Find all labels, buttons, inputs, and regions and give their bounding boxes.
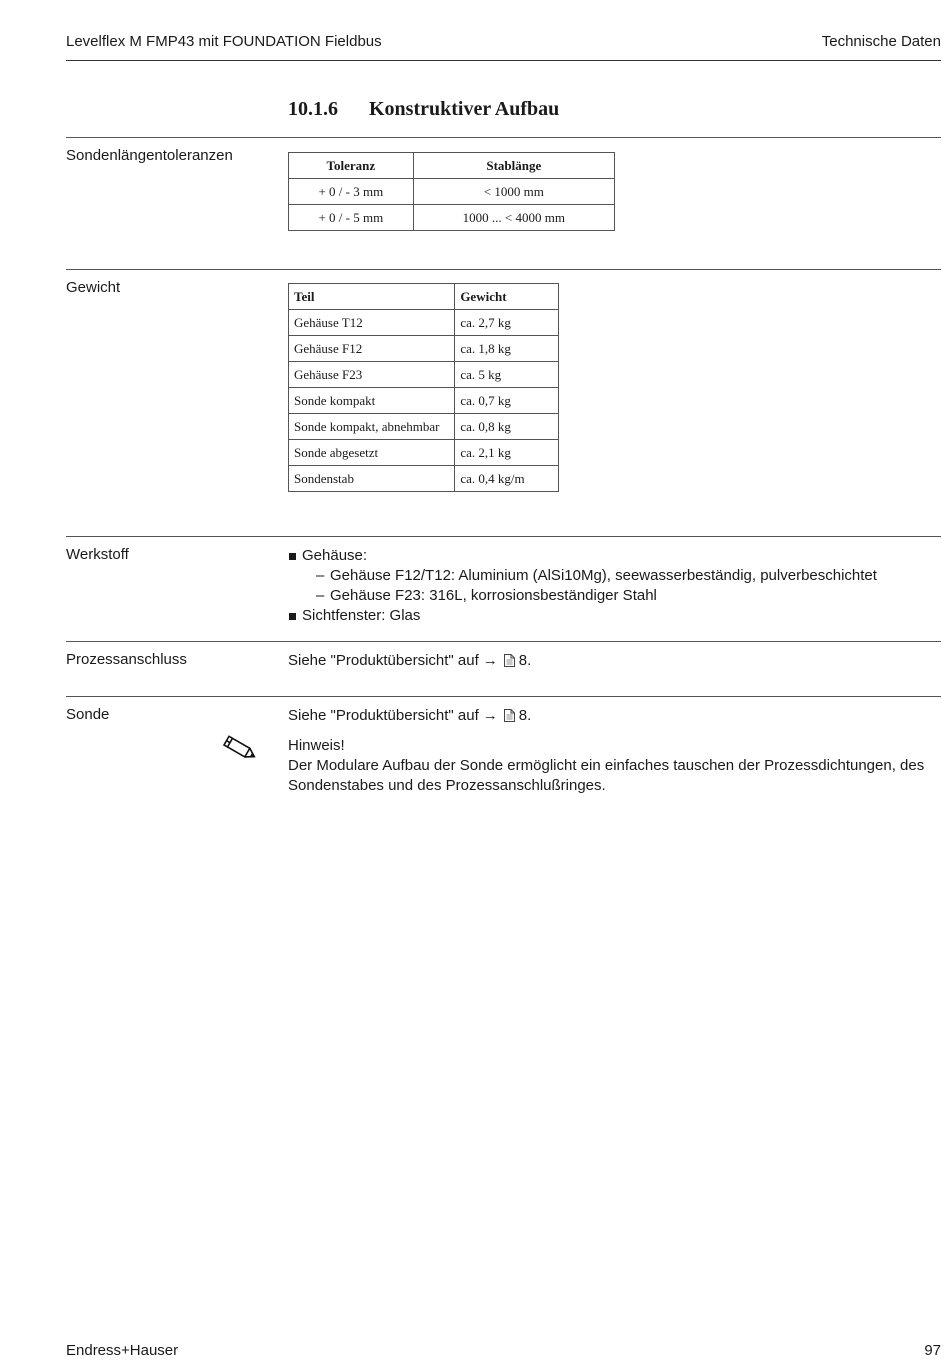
sub-list xyxy=(302,566,877,606)
table-row xyxy=(289,362,559,388)
table-cell: ca. 0,8 kg xyxy=(455,414,559,440)
header-section-name: Technische Daten xyxy=(821,33,941,50)
arrow-right-icon: → xyxy=(482,707,498,724)
table-cell: ca. 2,7 kg xyxy=(455,310,559,336)
list-item-text: Sichtfenster: Glas xyxy=(302,607,421,624)
page-reference-icon xyxy=(504,653,515,673)
list-item xyxy=(288,606,877,626)
section-title: Konstruktiver Aufbau xyxy=(369,98,560,120)
table-row xyxy=(289,440,559,466)
table-cell: ca. 2,1 kg xyxy=(455,440,559,466)
table-cell: ca. 5 kg xyxy=(455,362,559,388)
row-label-sonde: Sonde xyxy=(66,706,110,723)
row-divider xyxy=(66,641,941,642)
table-row xyxy=(289,205,615,231)
list-item xyxy=(288,546,877,606)
table-row xyxy=(289,466,559,492)
table-cell: ca. 0,4 kg/m xyxy=(455,466,559,492)
table-cell: ca. 1,8 kg xyxy=(455,336,559,362)
table-cell: + 0 / - 3 mm xyxy=(289,179,414,205)
table-cell: < 1000 mm xyxy=(413,179,614,205)
list-item-text: Gehäuse: xyxy=(302,547,368,564)
table-row xyxy=(289,310,559,336)
table-row xyxy=(289,336,559,362)
toleranz-table xyxy=(288,152,615,231)
table-header-row xyxy=(289,284,559,310)
table-header-cell: Gewicht xyxy=(455,284,559,310)
note-text: Der Modulare Aufbau der Sonde ermöglicht ein einfaches tauschen der Prozessdichtungen, des Sondenstabes und des Prozessanschlußringes. xyxy=(288,757,925,794)
gewicht-table xyxy=(288,283,559,492)
table-row xyxy=(289,414,559,440)
footer-page-number: 97 xyxy=(924,1342,941,1359)
table-header-row xyxy=(289,153,615,179)
table-row xyxy=(289,179,615,205)
row-label-werkstoff: Werkstoff xyxy=(66,546,129,563)
werkstoff-content xyxy=(288,546,877,626)
table-row xyxy=(289,388,559,414)
row-label-prozessanschluss: Prozessanschluss xyxy=(66,651,187,668)
reference-text: Siehe "Produktübersicht" auf xyxy=(288,707,479,724)
section-heading xyxy=(288,98,559,121)
row-label-toleranzen: Sondenlängentoleranzen xyxy=(66,147,233,164)
pencil-note-icon xyxy=(218,733,260,770)
sub-list-item: – Gehäuse F12/T12: Aluminium (AlSi10Mg), seewasserbeständig, pulverbeschichtet xyxy=(316,566,877,586)
row-divider xyxy=(66,137,941,138)
section-number: 10.1.6 xyxy=(288,98,338,120)
table-header-cell: Stablänge xyxy=(413,153,614,179)
table-header-cell: Teil xyxy=(289,284,455,310)
reference-page-number[interactable]: 8. xyxy=(518,707,532,724)
reference-page-number[interactable]: 8. xyxy=(518,652,532,669)
table-cell: 1000 ... < 4000 mm xyxy=(413,205,614,231)
sonde-reference xyxy=(288,706,531,728)
table-cell: + 0 / - 5 mm xyxy=(289,205,414,231)
reference-text: Siehe "Produktübersicht" auf xyxy=(288,652,479,669)
arrow-right-icon: → xyxy=(482,652,498,669)
prozessanschluss-reference xyxy=(288,651,531,673)
page-reference-icon xyxy=(504,708,515,728)
table-cell: Sonde kompakt xyxy=(289,388,455,414)
note-title: Hinweis! xyxy=(288,737,345,754)
footer-company: Endress+Hauser xyxy=(66,1342,179,1359)
row-divider xyxy=(66,696,941,697)
table-header-cell: Toleranz xyxy=(289,153,414,179)
table-cell: Gehäuse F12 xyxy=(289,336,455,362)
sub-list-item: – Gehäuse F23: 316L, korrosionsbeständiger Stahl xyxy=(316,586,877,606)
note-block xyxy=(288,736,933,796)
table-cell: ca. 0,7 kg xyxy=(455,388,559,414)
table-cell: Gehäuse T12 xyxy=(289,310,455,336)
header-rule xyxy=(66,60,941,61)
werkstoff-list xyxy=(288,546,877,626)
table-cell: Sonde abgesetzt xyxy=(289,440,455,466)
header-document-title: Levelflex M FMP43 mit FOUNDATION Fieldbus xyxy=(66,33,382,50)
table-cell: Sondenstab xyxy=(289,466,455,492)
table-cell: Sonde kompakt, abnehmbar xyxy=(289,414,455,440)
row-divider xyxy=(66,536,941,537)
table-cell: Gehäuse F23 xyxy=(289,362,455,388)
row-divider xyxy=(66,269,941,270)
row-label-gewicht: Gewicht xyxy=(66,279,121,296)
